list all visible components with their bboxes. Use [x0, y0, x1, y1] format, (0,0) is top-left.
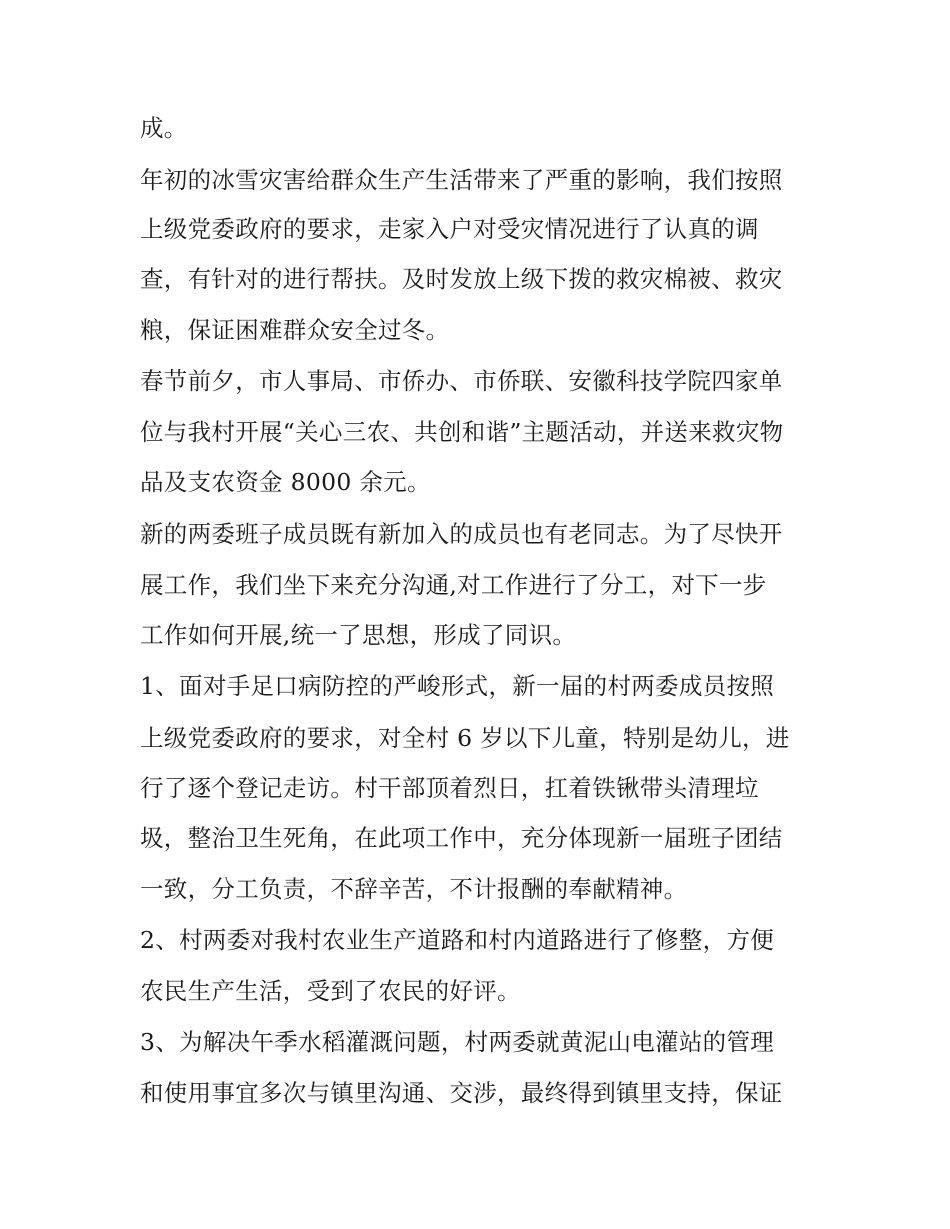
text-line: 年初的冰雪灾害给群众生产生活带来了严重的影响，我们按照 [140, 166, 783, 194]
text-line: 2、村两委对我村农业生产道路和村内道路进行了修整，方便 [140, 926, 775, 954]
text-line: 和使用事宜多次与镇里沟通、交涉，最终得到镇里支持，保证 [140, 1079, 783, 1107]
text-line: 品及支农资金 8000 余元。 [140, 468, 431, 496]
text-line: 新的两委班子成员既有新加入的成员也有老同志。为了尽快开 [140, 520, 783, 548]
text-line: 1、面对手足口病防控的严峻形式，新一届的村两委成员按照 [140, 672, 775, 700]
text-line: 春节前夕，市人事局、市侨办、市侨联、安徽科技学院四家单 [140, 367, 783, 395]
text-line: 粮，保证困难群众安全过冬。 [140, 316, 450, 344]
text-line: 展工作，我们坐下来充分沟通,对工作进行了分工，对下一步 [140, 571, 767, 599]
text-line: 一致，分工负责，不辞辛苦，不计报酬的奉献精神。 [140, 875, 688, 903]
text-line: 3、为解决午季水稻灌溉问题，村两委就黄泥山电灌站的管理 [140, 1028, 775, 1056]
text-line: 查，有针对的进行帮扶。及时发放上级下拨的救灾棉被、救灾 [140, 265, 783, 293]
text-line: 农民生产生活，受到了农民的好评。 [140, 977, 521, 1005]
text-line: 行了逐个登记走访。村干部顶着烈日，扛着铁锹带头清理垃 [140, 774, 759, 802]
text-line: 上级党委政府的要求，对全村 6 岁以下儿童，特别是幼儿，进 [140, 724, 790, 752]
text-line: 工作如何开展,统一了思想，形成了同识。 [140, 621, 577, 649]
text-line: 成。 [140, 114, 188, 142]
text-line: 圾，整治卫生死角，在此项工作中，充分体现新一届班子团结 [140, 824, 783, 852]
text-line: 上级党委政府的要求，走家入户对受灾情况进行了认真的调 [140, 215, 759, 243]
text-line: 位与我村开展“关心三农、共创和谐”主题活动，并送来救灾物 [140, 418, 784, 446]
